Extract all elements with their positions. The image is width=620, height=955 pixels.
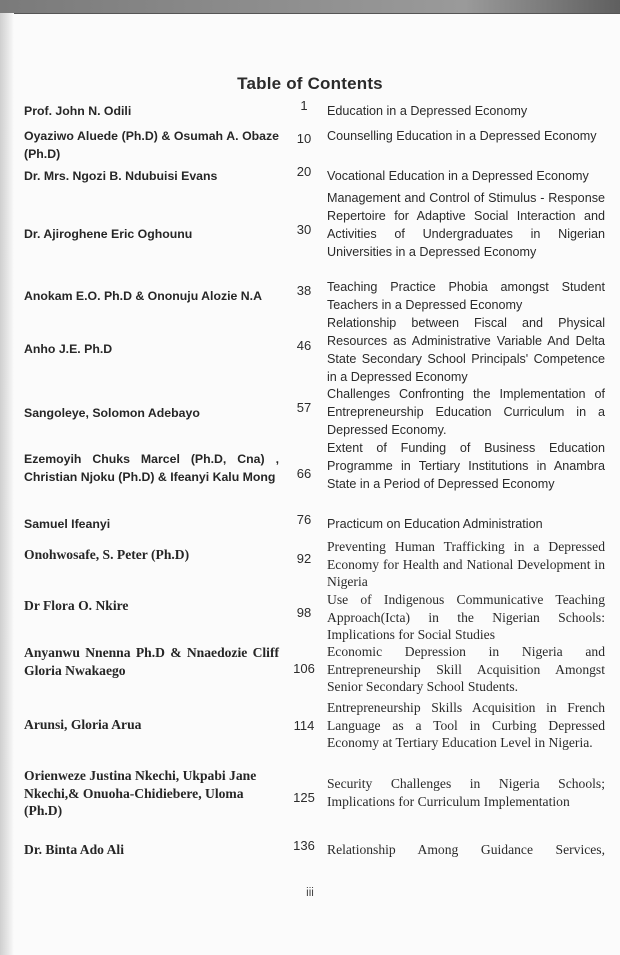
- toc-page-number: 106: [293, 661, 315, 676]
- toc-topic: Use of Indigenous Communicative Teaching Approach(Icta) in the Nigerian Schools: Implications for Social Studies: [327, 592, 605, 642]
- toc-topic: Practicum on Education Administration: [327, 517, 543, 531]
- toc-topic: Management and Control of Stimulus - Response Repertoire for Adaptive Social Interaction and Activities of Undergraduates in Nigerian Universities in a Depressed Economy: [327, 191, 605, 259]
- toc-author: Onohwosafe, S. Peter (Ph.D): [24, 547, 190, 562]
- toc-page-number: 125: [293, 790, 315, 805]
- toc-topic: Teaching Practice Phobia amongst Student Teachers in a Depressed Economy: [327, 280, 605, 312]
- toc-author: Sangoleye, Solomon Adebayo: [24, 406, 200, 420]
- toc-page-number: 10: [296, 131, 312, 146]
- toc-author: Arunsi, Gloria Arua: [24, 717, 142, 732]
- toc-topic: Counselling Education in a Depressed Economy: [327, 129, 597, 143]
- toc-author: Anokam E.O. Ph.D & Ononuju Alozie N.A: [24, 289, 262, 303]
- toc-page-number: 57: [296, 400, 312, 415]
- toc-author: Dr. Binta Ado Ali: [24, 842, 124, 857]
- toc-topic: Extent of Funding of Business Education Programme in Tertiary Institutions in Anambra State in a Period of Depressed Economy: [327, 441, 605, 491]
- toc-topic: Education in a Depressed Economy: [327, 104, 528, 118]
- toc-page-number: 136: [293, 838, 315, 853]
- toc-author: Ezemoyih Chuks Marcel (Ph.D, Cna) , Christian Njoku (Ph.D) & Ifeanyi Kalu Mong: [24, 452, 279, 484]
- toc-author: Dr. Ajiroghene Eric Oghounu: [24, 227, 193, 241]
- toc-author: Oyaziwo Aluede (Ph.D) & Osumah A. Obaze (Ph.D): [24, 129, 279, 161]
- toc-topic: Vocational Education in a Depressed Economy: [327, 169, 589, 183]
- scan-top-edge: [0, 0, 620, 14]
- toc-page-number: 1: [300, 98, 308, 113]
- toc-author: Dr. Mrs. Ngozi B. Ndubuisi Evans: [24, 169, 218, 183]
- toc-page-number: 38: [296, 283, 312, 298]
- toc-page-number: 114: [293, 718, 315, 733]
- toc-author: Prof. John N. Odili: [24, 104, 132, 118]
- toc-topic: Entrepreneurship Skills Acquisition in French Language as a Tool in Curbing Depressed Economy at Tertiary Education Level in Nigeria.: [327, 700, 605, 750]
- toc-page-number: 20: [296, 164, 312, 179]
- scan-binding-shadow: [0, 13, 14, 955]
- toc-topic: Challenges Confronting the Implementation of Entrepreneurship Education Curriculum in a Depressed Economy.: [327, 387, 605, 437]
- toc-author: Orienweze Justina Nkechi, Ukpabi Jane Nkechi,& Onuoha-Chidiebere, Uloma (Ph.D): [24, 768, 257, 818]
- toc-topic: Relationship between Fiscal and Physical Resources as Administrative Variable And Delta State Secondary School Principals' Competence in a Depressed Economy: [327, 316, 605, 384]
- toc-page-number: 76: [296, 512, 312, 527]
- toc-topic: Relationship Among Guidance Services,: [327, 842, 605, 857]
- toc-page-number: 98: [296, 605, 312, 620]
- toc-topic: Preventing Human Trafficking in a Depressed Economy for Health and National Development in Nigeria: [327, 539, 605, 589]
- toc-topic: Economic Depression in Nigeria and Entrepreneurship Skill Acquisition Amongst Senior Secondary School Students.: [327, 644, 605, 694]
- page-title: Table of Contents: [237, 74, 383, 93]
- toc-author: Samuel Ifeanyi: [24, 517, 111, 531]
- page-number-footer: iii: [306, 887, 314, 899]
- toc-page-number: 46: [296, 338, 312, 353]
- toc-page-number: 30: [296, 222, 312, 237]
- toc-page-number: 92: [296, 551, 312, 566]
- toc-topic: Security Challenges in Nigeria Schools; Implications for Curriculum Implementation: [327, 776, 605, 809]
- toc-page-number: 66: [296, 466, 312, 481]
- toc-author: Anho J.E. Ph.D: [24, 342, 113, 356]
- toc-author: Anyanwu Nnenna Ph.D & Nnaedozie Cliff Gloria Nwakaego: [24, 645, 279, 678]
- toc-author: Dr Flora O. Nkire: [24, 598, 129, 613]
